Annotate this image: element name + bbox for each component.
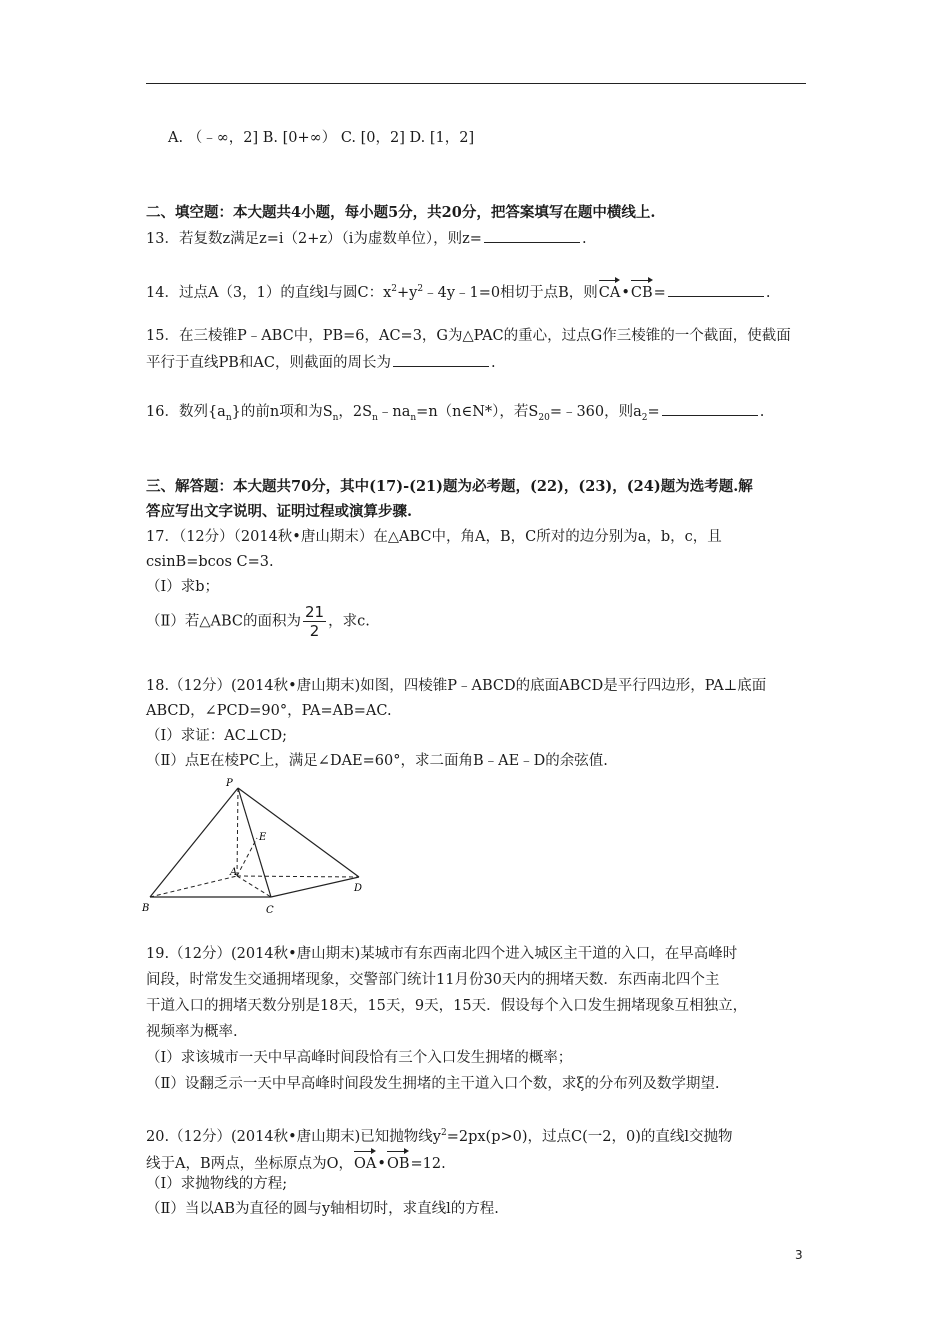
q19-part1: （I）求该城市一天中早高峰时间段恰有三个入口发生拥堵的概率；	[146, 1050, 573, 1066]
label-b: B	[142, 903, 150, 914]
label-e: E	[259, 832, 267, 843]
fraction-21-2: $\frac{21}{2}$	[305, 603, 325, 640]
q17-line2: csinB=bcos C=3.	[146, 554, 274, 570]
q17-part2: （Ⅱ）若△ABC的面积为 $\frac{21}{2}$ ，求c.	[146, 603, 370, 640]
section3-header-line1: 三、解答题：本大题共70分，其中(17)-(21)题为必考题，(22)，(23)，(24)题为选考题.解	[146, 478, 753, 495]
q19-part2: （Ⅱ）设翻乏示一天中早高峰时间段发生拥堵的主干道入口个数，求ξ的分布列及数学期望.	[146, 1076, 720, 1092]
q19-line4: 视频率为概率.	[146, 1024, 238, 1040]
vector-cb: CB	[631, 277, 653, 303]
q20-part1: （I）求抛物线的方程;	[146, 1176, 288, 1192]
q14: 14．过点A（3，1）的直线l与圆C：$x^2+y^2﹣4y﹣1=0$相切于点B，则CA•CB= .	[146, 277, 770, 303]
label-p: P	[226, 778, 233, 789]
vector-oa: OA	[354, 1148, 376, 1174]
q19-line1: 19.（12分）(2014秋•唐山期末)某城市有东西南北四个进入城区主干道的入口，在早高峰时	[146, 946, 738, 962]
q20-line2: 线于A，B两点，坐标原点为O，OA•OB=12.	[146, 1148, 446, 1174]
label-c: C	[266, 905, 274, 916]
q18-line1: 18.（12分）(2014秋•唐山期末)如图，四棱锥P﹣ABCD的底面ABCD是平行四边形，PA⊥底面	[146, 678, 767, 694]
q19-line2: 间段，时常发生交通拥堵现象，交警部门统计11月份30天内的拥堵天数．东西南北四个主	[146, 972, 720, 988]
q12-options: A. （﹣∞，2] B. [0+∞） C. [0，2] D. [1，2]	[168, 130, 475, 146]
label-a: A	[230, 867, 238, 878]
section2-header: 二、填空题：本大题共4小题，每小题5分，共20分，把答案填写在题中横线上.	[146, 204, 656, 221]
q18-part1: （I）求证：AC⊥CD;	[146, 728, 288, 744]
q18-line2: ABCD，∠PCD=90°，PA=AB=AC.	[146, 703, 392, 719]
q15-line1: 15．在三棱锥P﹣ABC中，PB=6，AC=3，G为△PAC的重心，过点G作三棱锥的一个截面，使截面	[146, 328, 791, 344]
q18-part2: （Ⅱ）点E在棱PC上，满足∠DAE=60°，求二面角B﹣AE﹣D的余弦值.	[146, 753, 608, 769]
header-rule	[146, 83, 806, 84]
q17-line1: 17．（12分）（2014秋•唐山期末）在△ABC中，角A，B，C所对的边分别为a，b，c，且	[146, 529, 722, 545]
q16: 16．数列$\{a_n\}$的前n项和为$S_n$，$2S_n﹣na_n=n(n\in N*)$，若$S_{20}=﹣360$，则$a_2=$ .	[146, 404, 765, 423]
q20-line1: 20.（12分）(2014秋•唐山期末)已知抛物线$y^2=2px(p>0)$，过点C(一2，0)的直线l交抛物	[146, 1128, 733, 1145]
page-number: 3	[795, 1248, 803, 1262]
q15-line2: 平行于直线PB和AC，则截面的周长为 .	[146, 355, 496, 371]
label-d: D	[354, 883, 363, 894]
pyramid-figure	[140, 776, 380, 918]
vector-ca: CA	[599, 277, 621, 303]
q13: 13．若复数z满足z=i（2+z）（i为虚数单位），则z= .	[146, 231, 587, 247]
q19-line3: 干道入口的拥堵天数分别是18天，15天，9天，15天．假设每个入口发生拥堵现象互相独立，	[146, 998, 748, 1014]
section3-header-line2: 答应写出文字说明、证明过程或演算步骤.	[146, 503, 413, 520]
q17-part1: （I）求b；	[146, 579, 220, 595]
vector-ob: OB	[387, 1148, 410, 1174]
q20-part2: （Ⅱ）当以AB为直径的圆与y轴相切时，求直线l的方程.	[146, 1201, 499, 1217]
